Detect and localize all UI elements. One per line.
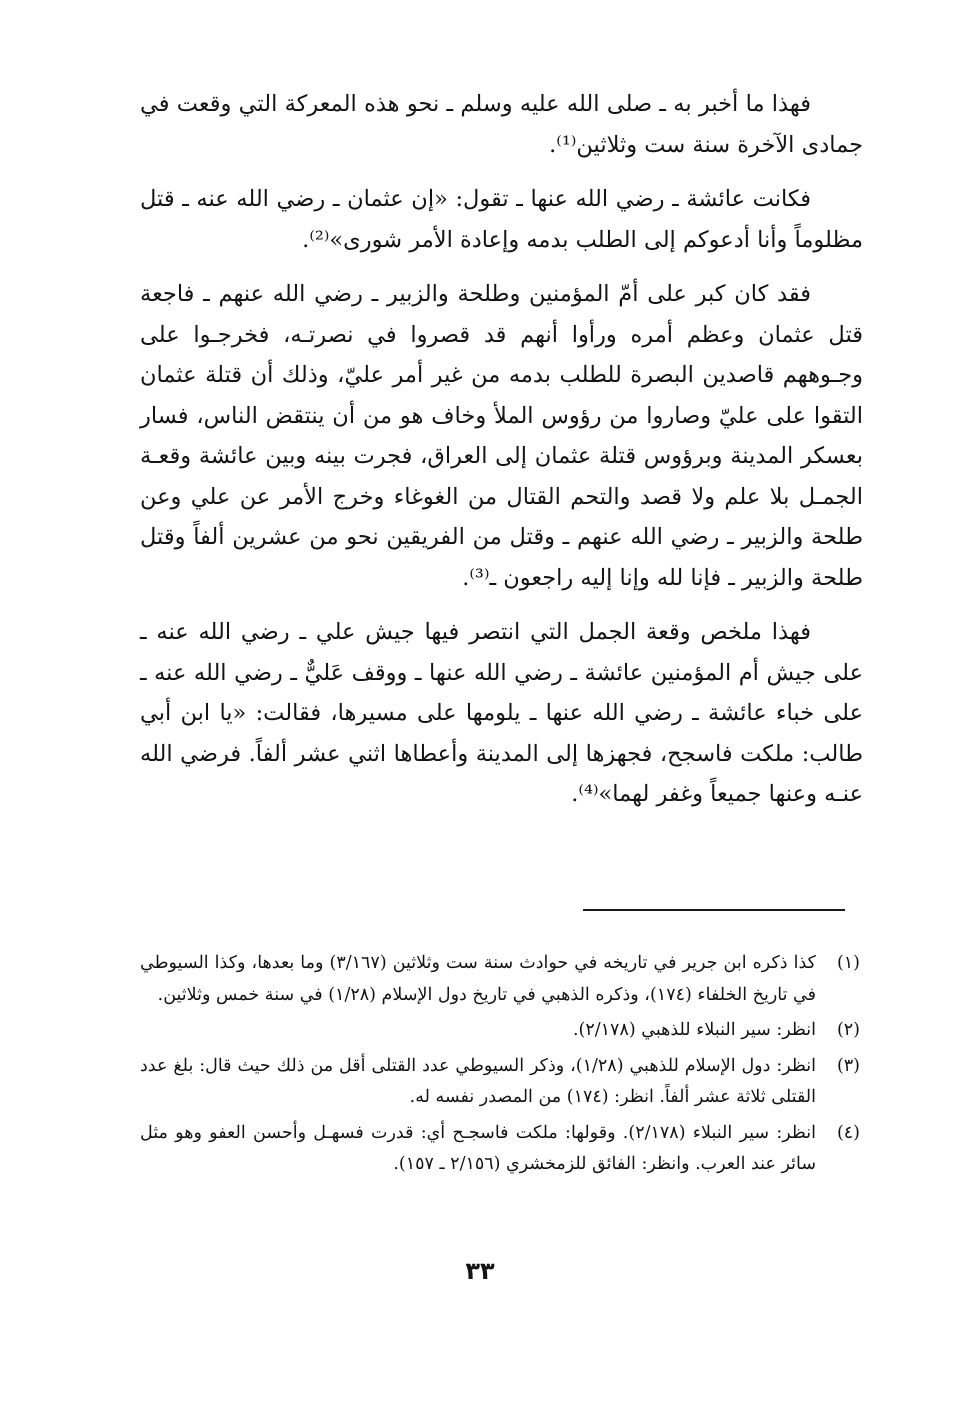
footnote-3 <box>140 1051 860 1114</box>
footnote-separator <box>583 909 845 911</box>
footnote-1 <box>140 948 860 1011</box>
footnotes <box>140 948 860 1185</box>
footnote-number: (٣) <box>836 1055 860 1076</box>
footnote-text: كذا ذكره ابن جرير في تاريخه في حوادث سنة ست وثلاثين (٣/١٦٧) وما بعدها، وكذا السيوطي في تاريخ الخلفاء (١٧٤)، وذكره الذهبي في تاريخ دول الإسلام (١/٢٨) في سنة خمس وثلاثين. <box>140 953 816 1005</box>
footnote-text: انظر: دول الإسلام للذهبي (١/٢٨)، وذكر السيوطي عدد القتلى أقل من ذلك حيث قال: بلغ عدد القتلى ثلاثة عشر ألفاً. انظر: (١٧٤) من المصدر نفسه له. <box>140 1055 816 1107</box>
footnote-number: (٤) <box>836 1122 860 1143</box>
page-number: ٣٣ <box>465 1257 495 1285</box>
footnote-2 <box>140 1015 860 1047</box>
paragraph-2: فكانت عائشة ـ رضي الله عنها ـ تقول: «إن عثمان ـ رضي الله عنه ـ قتل مظلوماً وأنا أدعوكم إلى الطلب بدمه وإعادة الأمر شورى»⁽²⁾. <box>140 186 863 253</box>
paragraph-4: فهذا ملخص وقعة الجمل التي انتصر فيها جيش علي ـ رضي الله عنه ـ على جيش أم المؤمنين عائشة ـ رضي الله عنها ـ ووقف عَليٌّ ـ رضي الله عنه ـ على خباء عائشة ـ رضي الله عنها ـ يلومها على مسيرها، فقالت: «يا ابن أبي طالب: ملكت فاسجح، فجهزها إلى المدينة وأعطاها اثني عشر ألفاً. فرضي الله عنـه وعنها جميعاً وغفر لهما»⁽⁴⁾. <box>140 619 863 807</box>
footnote-text: انظر: سير النبلاء (٢/١٧٨). وقولها: ملكت فاسجـح أي: قدرت فسهـل وأحسن العفو وهو مثل سائر عند العرب. وانظر: الفائق للزمخشري (٢/١٥٦ ـ ١٥٧). <box>140 1122 816 1174</box>
footnote-number: (١) <box>836 953 860 973</box>
main-text <box>140 84 863 829</box>
footnote-4 <box>140 1118 860 1181</box>
paragraph-1: فهذا ما أخبر به ـ صلى الله عليه وسلم ـ نحو هذه المعركة التي وقعت في جمادى الآخرة سنة ست وثلاثين⁽¹⁾. <box>140 91 863 158</box>
footnote-text: انظر: سير النبلاء للذهبي (٢/١٧٨). <box>572 1020 816 1040</box>
footnote-number: (٢) <box>836 1020 860 1040</box>
paragraph-3: فقد كان كبر على أمّ المؤمنين وطلحة والزبير ـ رضي الله عنهم ـ فاجعة قتل عثمان وعظم أمره ورأوا أنهم قد قصروا في نصرتـه، فخرجـوا على وجـوههم قاصدين البصرة للطلب بدمه من غير أمر عليّ، وذلك أن قتلة عثمان التقوا على عليّ وصاروا من رؤوس الملأ وخاف هو من أن ينتقض الناس، فسار بعسكر المدينة وبرؤوس قتلة عثمان إلى العراق، فجرت بينه وبين عائشة وقعـة الجمـل بلا علم ولا قصد والتحم القتال من الغوغاء وخرج الأمر عن علي وعن طلحة والزبير ـ رضي الله عنهم ـ وقتل من الفريقين نحو من عشرين ألفاً وقتل طلحة والزبير ـ فإنا لله وإنا إليه راجعون ـ⁽³⁾. <box>140 281 863 591</box>
